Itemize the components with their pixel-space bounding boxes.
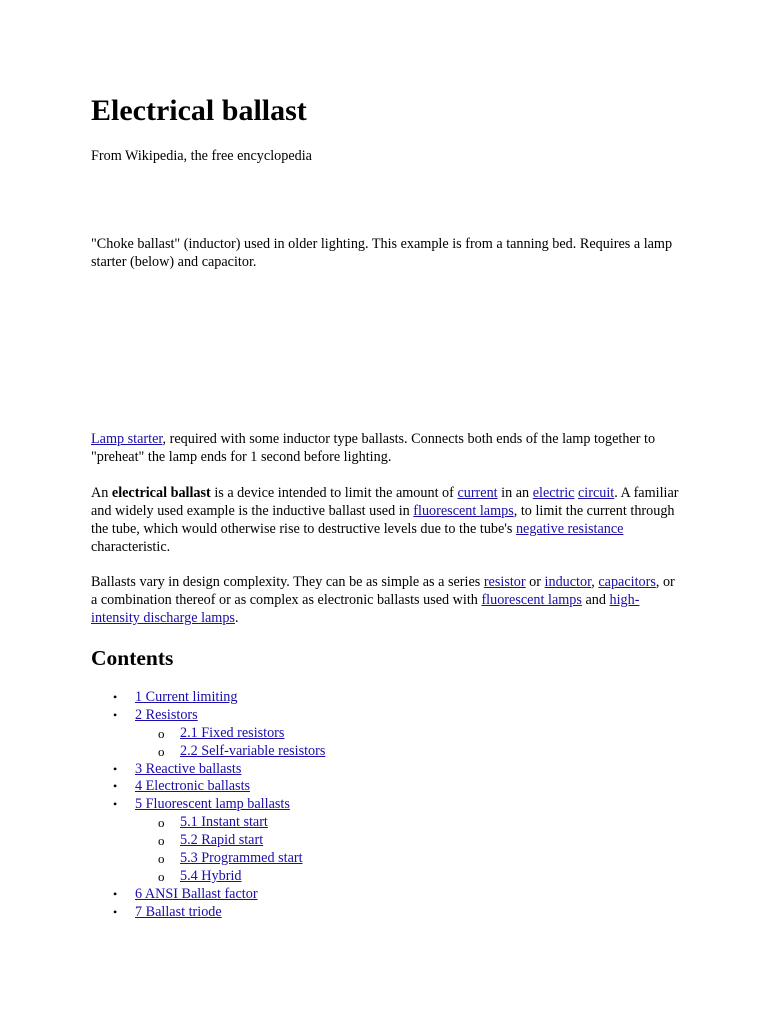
circle-bullet-icon: o — [158, 851, 165, 867]
toc-subitem — [91, 850, 325, 868]
page-title: Electrical ballast — [91, 94, 307, 127]
intro-paragraph — [91, 484, 681, 556]
circle-bullet-icon: o — [158, 743, 165, 759]
circle-bullet-icon: o — [158, 815, 165, 831]
table-of-contents — [91, 689, 325, 922]
bullet-icon: • — [113, 690, 118, 704]
intro-text: is a device intended to limit the amount of — [210, 485, 458, 501]
link-hid-lamps[interactable]: high-intensity discharge lamps — [91, 592, 640, 626]
bullet-icon: • — [113, 904, 118, 919]
toc-item — [91, 796, 325, 814]
link-lamp-starter[interactable]: Lamp starter — [91, 431, 163, 447]
bullet-icon: • — [113, 797, 118, 812]
toc-item — [91, 886, 325, 904]
toc-link-reactive-ballasts[interactable]: 3 Reactive ballasts — [135, 760, 242, 777]
intro-text: in an — [497, 485, 533, 501]
toc-link-resistors[interactable]: 2 Resistors — [135, 706, 198, 723]
bullet-icon: • — [113, 761, 118, 776]
toc-link-instant-start[interactable]: 5.1 Instant start — [180, 814, 268, 831]
link-electric[interactable]: electric — [532, 485, 575, 501]
link-fluorescent-lamps[interactable]: fluorescent lamps — [481, 592, 582, 608]
toc-item — [91, 707, 325, 725]
circle-bullet-icon: o — [158, 725, 165, 741]
link-capacitors[interactable]: capacitors — [598, 574, 656, 590]
toc-link-fixed-resistors[interactable]: 2.1 Fixed resistors — [180, 724, 285, 741]
intro-text: An — [91, 485, 112, 501]
toc-subitem — [91, 743, 325, 761]
link-current[interactable]: current — [457, 485, 498, 501]
design-text: , — [591, 574, 599, 590]
circle-bullet-icon: o — [158, 868, 165, 884]
toc-subitem — [91, 814, 325, 832]
image-caption-lamp-starter — [91, 430, 681, 466]
page-subtitle: From Wikipedia, the free encyclopedia — [91, 148, 312, 164]
toc-item — [91, 904, 325, 922]
toc-link-programmed-start[interactable]: 5.3 Programmed start — [180, 850, 303, 867]
contents-heading: Contents — [91, 646, 174, 670]
link-negative-resistance[interactable]: negative resistance — [515, 521, 624, 537]
design-text: . — [234, 610, 239, 626]
link-fluorescent-lamps[interactable]: fluorescent lamps — [413, 503, 514, 519]
bullet-icon: • — [113, 779, 118, 794]
toc-link-ballast-triode[interactable]: 7 Ballast triode — [135, 903, 222, 920]
caption-text: , required with some inductor type ballasts. Connects both ends of the lamp together to "preheat" the lamp ends for 1 second before lighting. — [91, 431, 656, 465]
term-electrical-ballast: electrical ballast — [111, 485, 211, 501]
link-resistor[interactable]: resistor — [483, 574, 526, 590]
toc-link-hybrid[interactable]: 5.4 Hybrid — [180, 867, 242, 884]
design-text: and — [581, 592, 610, 608]
intro-text: . A familiar and widely used example is the inductive ballast used in — [91, 485, 679, 519]
design-text: , or a combination thereof or as complex as electronic ballasts used with — [91, 574, 675, 608]
circle-bullet-icon: o — [158, 833, 165, 849]
bullet-icon: • — [113, 886, 118, 901]
design-paragraph — [91, 573, 681, 627]
toc-subitem — [91, 725, 325, 743]
design-text: Ballasts vary in design complexity. They can be as simple as a series — [91, 574, 484, 590]
image-caption-choke-ballast: "Choke ballast" (inductor) used in older lighting. This example is from a tanning bed. Requires a lamp starter (below) and capacitor. — [91, 236, 673, 270]
toc-link-fluorescent-lamp-ballasts[interactable]: 5 Fluorescent lamp ballasts — [135, 796, 290, 813]
design-text: or — [525, 574, 545, 590]
intro-text: , to limit the current through the tube, which would otherwise rise to destructive levels due to the tube's — [91, 503, 675, 537]
toc-link-self-variable-resistors[interactable]: 2.2 Self-variable resistors — [180, 742, 326, 759]
toc-link-electronic-ballasts[interactable]: 4 Electronic ballasts — [135, 778, 251, 795]
toc-link-rapid-start[interactable]: 5.2 Rapid start — [180, 832, 264, 849]
bullet-icon: • — [113, 707, 118, 722]
toc-item — [91, 778, 325, 796]
intro-text: characteristic. — [91, 539, 171, 555]
toc-link-current-limiting[interactable]: 1 Current limiting — [135, 689, 238, 705]
toc-link-ansi-ballast-factor[interactable]: 6 ANSI Ballast factor — [135, 885, 258, 902]
toc-subitem — [91, 832, 325, 850]
link-inductor[interactable]: inductor — [544, 574, 592, 590]
link-circuit[interactable]: circuit — [578, 485, 615, 501]
toc-item — [91, 761, 325, 779]
toc-item — [91, 689, 325, 707]
toc-subitem — [91, 868, 325, 886]
